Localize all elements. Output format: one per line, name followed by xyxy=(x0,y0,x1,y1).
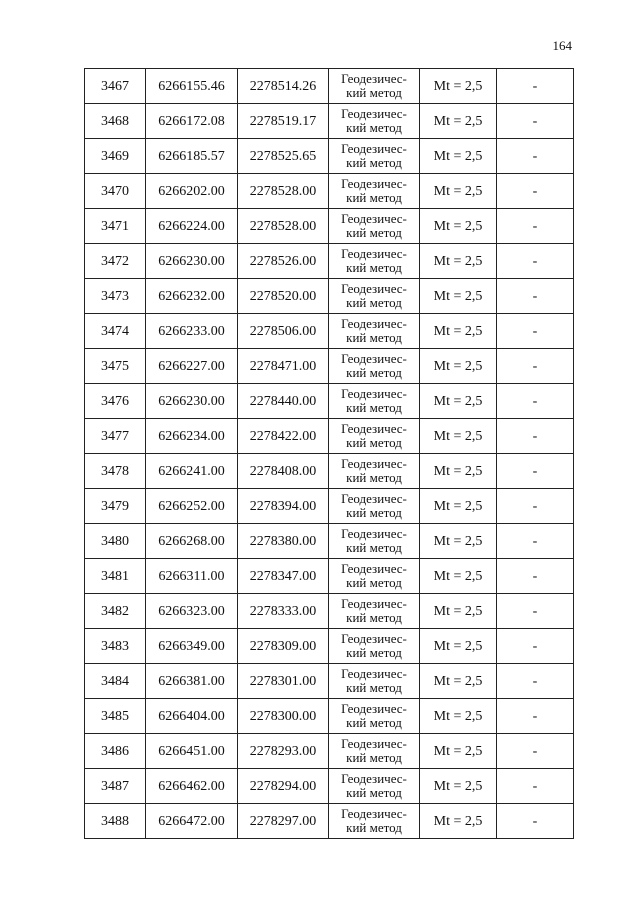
method-line-1: Геодезичес- xyxy=(341,491,407,506)
method-line-1: Геодезичес- xyxy=(341,281,407,296)
method-cell xyxy=(329,454,420,489)
table-row xyxy=(85,209,574,244)
method-cell xyxy=(329,594,420,629)
method-cell xyxy=(329,314,420,349)
method-line-1: Геодезичес- xyxy=(341,596,407,611)
point-number-cell: 3483 xyxy=(85,629,146,664)
accuracy-cell: Mt = 2,5 xyxy=(420,524,497,559)
method-cell xyxy=(329,629,420,664)
method-line-2: кий метод xyxy=(346,155,402,170)
method-line-1: Геодезичес- xyxy=(341,736,407,751)
accuracy-cell: Mt = 2,5 xyxy=(420,139,497,174)
x-coordinate-cell: 6266241.00 xyxy=(146,454,238,489)
note-cell: - xyxy=(497,349,574,384)
method-line-1: Геодезичес- xyxy=(341,806,407,821)
y-coordinate-cell: 2278525.65 xyxy=(238,139,329,174)
table-row xyxy=(85,594,574,629)
table-row xyxy=(85,559,574,594)
x-coordinate-cell: 6266233.00 xyxy=(146,314,238,349)
method-cell xyxy=(329,279,420,314)
point-number-cell: 3467 xyxy=(85,69,146,104)
note-cell: - xyxy=(497,804,574,839)
point-number-cell: 3480 xyxy=(85,524,146,559)
method-line-2: кий метод xyxy=(346,750,402,765)
accuracy-cell: Mt = 2,5 xyxy=(420,349,497,384)
y-coordinate-cell: 2278300.00 xyxy=(238,699,329,734)
method-cell xyxy=(329,104,420,139)
method-line-2: кий метод xyxy=(346,785,402,800)
method-cell xyxy=(329,174,420,209)
note-cell: - xyxy=(497,594,574,629)
table-row xyxy=(85,104,574,139)
note-cell: - xyxy=(497,419,574,454)
x-coordinate-cell: 6266230.00 xyxy=(146,244,238,279)
x-coordinate-cell: 6266311.00 xyxy=(146,559,238,594)
y-coordinate-cell: 2278408.00 xyxy=(238,454,329,489)
y-coordinate-cell: 2278297.00 xyxy=(238,804,329,839)
method-line-1: Геодезичес- xyxy=(341,71,407,86)
method-line-2: кий метод xyxy=(346,575,402,590)
method-cell xyxy=(329,349,420,384)
method-cell xyxy=(329,69,420,104)
method-line-2: кий метод xyxy=(346,820,402,835)
accuracy-cell: Mt = 2,5 xyxy=(420,244,497,279)
x-coordinate-cell: 6266472.00 xyxy=(146,804,238,839)
note-cell: - xyxy=(497,489,574,524)
note-cell: - xyxy=(497,454,574,489)
point-number-cell: 3471 xyxy=(85,209,146,244)
note-cell: - xyxy=(497,524,574,559)
point-number-cell: 3487 xyxy=(85,769,146,804)
table-row xyxy=(85,279,574,314)
y-coordinate-cell: 2278333.00 xyxy=(238,594,329,629)
y-coordinate-cell: 2278293.00 xyxy=(238,734,329,769)
method-line-2: кий метод xyxy=(346,505,402,520)
point-number-cell: 3472 xyxy=(85,244,146,279)
accuracy-cell: Mt = 2,5 xyxy=(420,419,497,454)
y-coordinate-cell: 2278440.00 xyxy=(238,384,329,419)
point-number-cell: 3468 xyxy=(85,104,146,139)
y-coordinate-cell: 2278394.00 xyxy=(238,489,329,524)
table-row xyxy=(85,139,574,174)
x-coordinate-cell: 6266323.00 xyxy=(146,594,238,629)
method-line-1: Геодезичес- xyxy=(341,351,407,366)
x-coordinate-cell: 6266230.00 xyxy=(146,384,238,419)
x-coordinate-cell: 6266381.00 xyxy=(146,664,238,699)
method-line-1: Геодезичес- xyxy=(341,421,407,436)
table-row xyxy=(85,384,574,419)
method-line-1: Геодезичес- xyxy=(341,176,407,191)
method-cell xyxy=(329,209,420,244)
method-line-2: кий метод xyxy=(346,680,402,695)
accuracy-cell: Mt = 2,5 xyxy=(420,209,497,244)
y-coordinate-cell: 2278301.00 xyxy=(238,664,329,699)
method-cell xyxy=(329,244,420,279)
x-coordinate-cell: 6266268.00 xyxy=(146,524,238,559)
accuracy-cell: Mt = 2,5 xyxy=(420,69,497,104)
x-coordinate-cell: 6266172.08 xyxy=(146,104,238,139)
accuracy-cell: Mt = 2,5 xyxy=(420,489,497,524)
y-coordinate-cell: 2278471.00 xyxy=(238,349,329,384)
y-coordinate-cell: 2278526.00 xyxy=(238,244,329,279)
method-cell xyxy=(329,804,420,839)
y-coordinate-cell: 2278528.00 xyxy=(238,209,329,244)
accuracy-cell: Mt = 2,5 xyxy=(420,629,497,664)
accuracy-cell: Mt = 2,5 xyxy=(420,804,497,839)
y-coordinate-cell: 2278347.00 xyxy=(238,559,329,594)
accuracy-cell: Mt = 2,5 xyxy=(420,174,497,209)
y-coordinate-cell: 2278514.26 xyxy=(238,69,329,104)
method-cell xyxy=(329,139,420,174)
note-cell: - xyxy=(497,174,574,209)
method-line-1: Геодезичес- xyxy=(341,526,407,541)
x-coordinate-cell: 6266234.00 xyxy=(146,419,238,454)
point-number-cell: 3478 xyxy=(85,454,146,489)
y-coordinate-cell: 2278294.00 xyxy=(238,769,329,804)
x-coordinate-cell: 6266451.00 xyxy=(146,734,238,769)
note-cell: - xyxy=(497,664,574,699)
table-row xyxy=(85,419,574,454)
method-line-1: Геодезичес- xyxy=(341,246,407,261)
x-coordinate-cell: 6266227.00 xyxy=(146,349,238,384)
note-cell: - xyxy=(497,279,574,314)
table-row xyxy=(85,174,574,209)
note-cell: - xyxy=(497,769,574,804)
table-row xyxy=(85,489,574,524)
method-line-2: кий метод xyxy=(346,120,402,135)
point-number-cell: 3481 xyxy=(85,559,146,594)
method-cell xyxy=(329,734,420,769)
method-cell xyxy=(329,419,420,454)
note-cell: - xyxy=(497,139,574,174)
method-cell xyxy=(329,699,420,734)
accuracy-cell: Mt = 2,5 xyxy=(420,314,497,349)
point-number-cell: 3476 xyxy=(85,384,146,419)
method-cell xyxy=(329,559,420,594)
accuracy-cell: Mt = 2,5 xyxy=(420,664,497,699)
table-row xyxy=(85,314,574,349)
y-coordinate-cell: 2278520.00 xyxy=(238,279,329,314)
method-line-2: кий метод xyxy=(346,435,402,450)
table-row xyxy=(85,69,574,104)
note-cell: - xyxy=(497,209,574,244)
note-cell: - xyxy=(497,384,574,419)
point-number-cell: 3473 xyxy=(85,279,146,314)
method-line-1: Геодезичес- xyxy=(341,771,407,786)
note-cell: - xyxy=(497,69,574,104)
method-line-1: Геодезичес- xyxy=(341,701,407,716)
method-line-2: кий метод xyxy=(346,400,402,415)
coordinates-table xyxy=(84,68,574,839)
note-cell: - xyxy=(497,629,574,664)
method-line-2: кий метод xyxy=(346,330,402,345)
y-coordinate-cell: 2278528.00 xyxy=(238,174,329,209)
table-row xyxy=(85,454,574,489)
table-row xyxy=(85,629,574,664)
point-number-cell: 3479 xyxy=(85,489,146,524)
note-cell: - xyxy=(497,734,574,769)
table-row xyxy=(85,524,574,559)
accuracy-cell: Mt = 2,5 xyxy=(420,384,497,419)
accuracy-cell: Mt = 2,5 xyxy=(420,769,497,804)
y-coordinate-cell: 2278422.00 xyxy=(238,419,329,454)
y-coordinate-cell: 2278519.17 xyxy=(238,104,329,139)
point-number-cell: 3474 xyxy=(85,314,146,349)
method-cell xyxy=(329,524,420,559)
method-line-2: кий метод xyxy=(346,540,402,555)
method-cell xyxy=(329,489,420,524)
method-line-2: кий метод xyxy=(346,470,402,485)
page-number: 164 xyxy=(552,38,572,53)
accuracy-cell: Mt = 2,5 xyxy=(420,454,497,489)
x-coordinate-cell: 6266404.00 xyxy=(146,699,238,734)
method-line-1: Геодезичес- xyxy=(341,316,407,331)
y-coordinate-cell: 2278506.00 xyxy=(238,314,329,349)
accuracy-cell: Mt = 2,5 xyxy=(420,104,497,139)
x-coordinate-cell: 6266185.57 xyxy=(146,139,238,174)
point-number-cell: 3470 xyxy=(85,174,146,209)
x-coordinate-cell: 6266462.00 xyxy=(146,769,238,804)
point-number-cell: 3477 xyxy=(85,419,146,454)
method-line-2: кий метод xyxy=(346,295,402,310)
table-row xyxy=(85,244,574,279)
point-number-cell: 3469 xyxy=(85,139,146,174)
point-number-cell: 3475 xyxy=(85,349,146,384)
method-line-1: Геодезичес- xyxy=(341,141,407,156)
point-number-cell: 3482 xyxy=(85,594,146,629)
table-row xyxy=(85,664,574,699)
accuracy-cell: Mt = 2,5 xyxy=(420,559,497,594)
method-line-2: кий метод xyxy=(346,85,402,100)
point-number-cell: 3484 xyxy=(85,664,146,699)
method-line-1: Геодезичес- xyxy=(341,386,407,401)
method-line-1: Геодезичес- xyxy=(341,561,407,576)
accuracy-cell: Mt = 2,5 xyxy=(420,279,497,314)
method-cell xyxy=(329,769,420,804)
method-cell xyxy=(329,664,420,699)
method-line-1: Геодезичес- xyxy=(341,106,407,121)
table-row xyxy=(85,804,574,839)
coordinates-table-body xyxy=(85,69,574,839)
point-number-cell: 3485 xyxy=(85,699,146,734)
y-coordinate-cell: 2278309.00 xyxy=(238,629,329,664)
x-coordinate-cell: 6266202.00 xyxy=(146,174,238,209)
accuracy-cell: Mt = 2,5 xyxy=(420,699,497,734)
accuracy-cell: Mt = 2,5 xyxy=(420,594,497,629)
method-line-1: Геодезичес- xyxy=(341,631,407,646)
x-coordinate-cell: 6266252.00 xyxy=(146,489,238,524)
x-coordinate-cell: 6266349.00 xyxy=(146,629,238,664)
method-line-2: кий метод xyxy=(346,260,402,275)
point-number-cell: 3486 xyxy=(85,734,146,769)
method-cell xyxy=(329,384,420,419)
method-line-2: кий метод xyxy=(346,610,402,625)
method-line-1: Геодезичес- xyxy=(341,211,407,226)
note-cell: - xyxy=(497,699,574,734)
method-line-2: кий метод xyxy=(346,645,402,660)
table-row xyxy=(85,734,574,769)
note-cell: - xyxy=(497,104,574,139)
method-line-2: кий метод xyxy=(346,190,402,205)
x-coordinate-cell: 6266232.00 xyxy=(146,279,238,314)
method-line-2: кий метод xyxy=(346,225,402,240)
table-row xyxy=(85,769,574,804)
note-cell: - xyxy=(497,314,574,349)
method-line-1: Геодезичес- xyxy=(341,666,407,681)
point-number-cell: 3488 xyxy=(85,804,146,839)
accuracy-cell: Mt = 2,5 xyxy=(420,734,497,769)
table-row xyxy=(85,699,574,734)
method-line-1: Геодезичес- xyxy=(341,456,407,471)
table-row xyxy=(85,349,574,384)
method-line-2: кий метод xyxy=(346,365,402,380)
note-cell: - xyxy=(497,244,574,279)
method-line-2: кий метод xyxy=(346,715,402,730)
y-coordinate-cell: 2278380.00 xyxy=(238,524,329,559)
note-cell: - xyxy=(497,559,574,594)
x-coordinate-cell: 6266224.00 xyxy=(146,209,238,244)
x-coordinate-cell: 6266155.46 xyxy=(146,69,238,104)
